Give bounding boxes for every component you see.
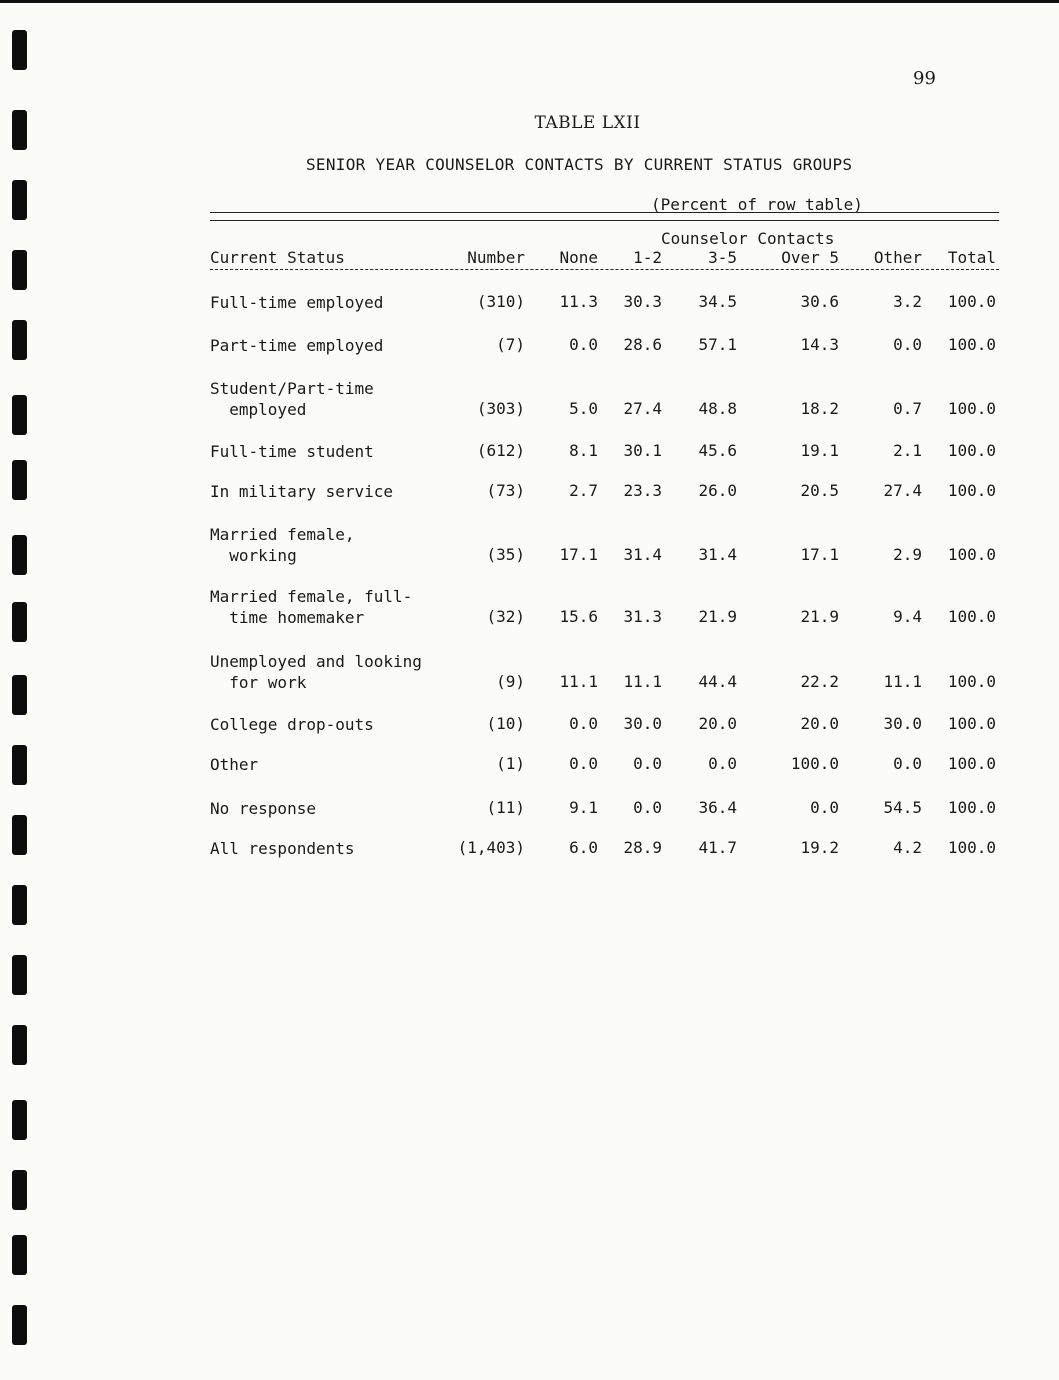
cell-number: (10) — [486, 714, 525, 733]
cell-c12: 30.0 — [623, 714, 662, 733]
binding-holes — [12, 30, 32, 1360]
row-label: Full-time student — [210, 442, 374, 461]
table-title: SENIOR YEAR COUNSELOR CONTACTS BY CURRENT STATUS GROUPS — [306, 155, 853, 174]
header-1-2: 1-2 — [633, 248, 662, 267]
page-number: 99 — [913, 68, 936, 89]
cell-c35: 26.0 — [698, 481, 737, 500]
cell-c12: 0.0 — [633, 754, 662, 773]
cell-over5: 100.0 — [790, 754, 839, 773]
cell-number: (7) — [496, 335, 525, 354]
cell-c12: 30.3 — [623, 292, 662, 311]
binding-hole — [12, 885, 27, 925]
cell-number: (310) — [476, 292, 525, 311]
row-label: Married female, full- time homemaker — [210, 587, 413, 627]
header-3-5: 3-5 — [708, 248, 737, 267]
cell-over5: 14.3 — [800, 335, 839, 354]
binding-hole — [12, 745, 27, 785]
cell-none: 11.1 — [559, 672, 598, 691]
binding-hole — [12, 1235, 27, 1275]
cell-total: 100.0 — [947, 481, 996, 500]
cell-total: 100.0 — [947, 838, 996, 857]
cell-total: 100.0 — [947, 441, 996, 460]
cell-c35: 45.6 — [698, 441, 737, 460]
cell-total: 100.0 — [947, 399, 996, 418]
cell-number: (1,403) — [457, 838, 525, 857]
cell-c12: 30.1 — [623, 441, 662, 460]
header-rule — [210, 269, 999, 270]
row-label: Full-time employed — [210, 293, 384, 312]
binding-hole — [12, 30, 27, 70]
cell-over5: 0.0 — [810, 798, 839, 817]
cell-c35: 21.9 — [698, 607, 737, 626]
binding-hole — [12, 320, 27, 360]
cell-c12: 27.4 — [623, 399, 662, 418]
cell-total: 100.0 — [947, 672, 996, 691]
cell-c35: 20.0 — [698, 714, 737, 733]
cell-over5: 20.5 — [800, 481, 839, 500]
cell-none: 0.0 — [569, 754, 598, 773]
table-note: (Percent of row table) — [651, 195, 863, 214]
cell-none: 6.0 — [569, 838, 598, 857]
cell-over5: 20.0 — [800, 714, 839, 733]
binding-hole — [12, 1170, 27, 1210]
row-label: Student/Part-time employed — [210, 379, 374, 419]
cell-none: 17.1 — [559, 545, 598, 564]
cell-none: 0.0 — [569, 335, 598, 354]
cell-c35: 48.8 — [698, 399, 737, 418]
cell-total: 100.0 — [947, 754, 996, 773]
cell-number: (32) — [486, 607, 525, 626]
binding-hole — [12, 1025, 27, 1065]
cell-total: 100.0 — [947, 292, 996, 311]
binding-hole — [12, 675, 27, 715]
row-label: Married female, working — [210, 525, 355, 565]
cell-c12: 31.3 — [623, 607, 662, 626]
table-number: TABLE LXII — [534, 113, 641, 133]
row-label: College drop-outs — [210, 715, 374, 734]
cell-other: 4.2 — [893, 838, 922, 857]
cell-c12: 28.6 — [623, 335, 662, 354]
row-label: No response — [210, 799, 316, 818]
cell-other: 3.2 — [893, 292, 922, 311]
cell-other: 30.0 — [883, 714, 922, 733]
cell-over5: 22.2 — [800, 672, 839, 691]
cell-total: 100.0 — [947, 335, 996, 354]
header-other: Other — [873, 248, 922, 267]
cell-c12: 31.4 — [623, 545, 662, 564]
cell-none: 8.1 — [569, 441, 598, 460]
cell-c35: 31.4 — [698, 545, 737, 564]
binding-hole — [12, 460, 27, 500]
cell-number: (9) — [496, 672, 525, 691]
cell-over5: 18.2 — [800, 399, 839, 418]
binding-hole — [12, 250, 27, 290]
header-none: None — [559, 248, 598, 267]
cell-other: 9.4 — [893, 607, 922, 626]
binding-hole — [12, 602, 27, 642]
cell-none: 11.3 — [559, 292, 598, 311]
cell-over5: 30.6 — [800, 292, 839, 311]
cell-c35: 36.4 — [698, 798, 737, 817]
cell-none: 0.0 — [569, 714, 598, 733]
binding-hole — [12, 955, 27, 995]
binding-hole — [12, 1100, 27, 1140]
cell-over5: 19.2 — [800, 838, 839, 857]
top-rule — [210, 212, 999, 213]
binding-hole — [12, 815, 27, 855]
cell-c35: 44.4 — [698, 672, 737, 691]
cell-other: 2.9 — [893, 545, 922, 564]
header-number: Number — [467, 248, 525, 267]
cell-other: 54.5 — [883, 798, 922, 817]
cell-total: 100.0 — [947, 798, 996, 817]
binding-hole — [12, 535, 27, 575]
cell-c12: 0.0 — [633, 798, 662, 817]
binding-hole — [12, 395, 27, 435]
header-current-status: Current Status — [210, 248, 345, 267]
cell-total: 100.0 — [947, 714, 996, 733]
cell-c12: 28.9 — [623, 838, 662, 857]
cell-c35: 57.1 — [698, 335, 737, 354]
row-label: Other — [210, 755, 259, 774]
top-rule-second — [210, 220, 999, 221]
cell-total: 100.0 — [947, 545, 996, 564]
cell-over5: 19.1 — [800, 441, 839, 460]
cell-total: 100.0 — [947, 607, 996, 626]
cell-number: (612) — [476, 441, 525, 460]
cell-other: 0.0 — [893, 335, 922, 354]
cell-number: (11) — [486, 798, 525, 817]
cell-number: (1) — [496, 754, 525, 773]
cell-number: (35) — [486, 545, 525, 564]
page-top-edge — [0, 0, 1059, 3]
cell-over5: 17.1 — [800, 545, 839, 564]
cell-c12: 23.3 — [623, 481, 662, 500]
cell-c12: 11.1 — [623, 672, 662, 691]
cell-other: 2.1 — [893, 441, 922, 460]
cell-none: 9.1 — [569, 798, 598, 817]
header-over-5: Over 5 — [781, 248, 839, 267]
cell-number: (73) — [486, 481, 525, 500]
cell-number: (303) — [476, 399, 525, 418]
cell-none: 2.7 — [569, 481, 598, 500]
header-total: Total — [947, 248, 996, 267]
row-label: All respondents — [210, 839, 355, 858]
column-spanner: Counselor Contacts — [661, 229, 835, 248]
cell-over5: 21.9 — [800, 607, 839, 626]
cell-other: 0.0 — [893, 754, 922, 773]
cell-none: 15.6 — [559, 607, 598, 626]
cell-other: 11.1 — [883, 672, 922, 691]
cell-other: 0.7 — [893, 399, 922, 418]
cell-c35: 0.0 — [708, 754, 737, 773]
binding-hole — [12, 180, 27, 220]
cell-other: 27.4 — [883, 481, 922, 500]
cell-none: 5.0 — [569, 399, 598, 418]
row-label: In military service — [210, 482, 394, 501]
cell-c35: 34.5 — [698, 292, 737, 311]
cell-c35: 41.7 — [698, 838, 737, 857]
binding-hole — [12, 1305, 27, 1345]
row-label: Part-time employed — [210, 336, 384, 355]
row-label: Unemployed and looking for work — [210, 652, 422, 692]
